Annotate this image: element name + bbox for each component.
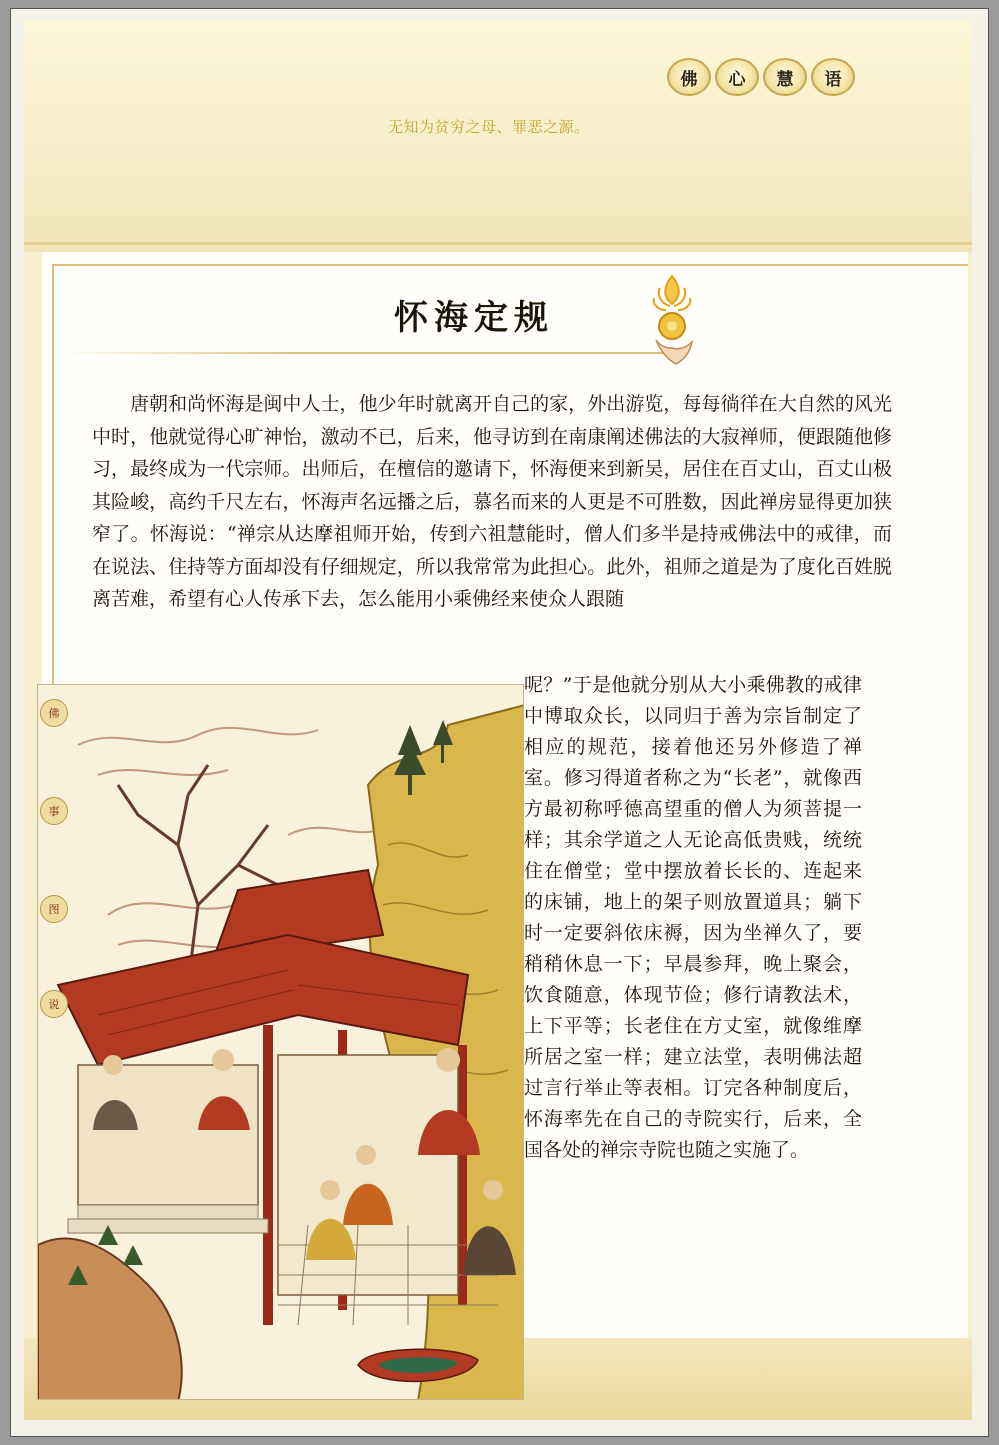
title-underline	[64, 352, 664, 354]
side-paragraph: 呢？”于是他就分别从大小乘佛教的戒律中博取众长，以同归于善为宗旨制定了相应的规范，接着他还另外修造了禅室。修习得道者称之为“长老”，就像西方最初称呼德高望重的僧人为须菩提一样；其余学道之人无论高低贵贱，统统住在僧堂；堂中摆放着长长的、连起来的床铺，地上的架子则放置道具；躺下时一定要斜依床褥，因为坐禅久了，要稍稍休息一下；早晨参拜，晚上聚会，饮食随意，体现节俭；修行请教法术，上下平等；长老住在方丈室，就像维摩所居之室一样；建立法堂，表明佛法超过言行举止等表相。订完各种制度后，怀海率先在自己的寺院实行，后来，全国各处的禅宗寺院也随之实施了。	[524, 674, 862, 1161]
caption-char: 事	[40, 797, 68, 825]
lotus-hand-emblem	[642, 268, 702, 378]
temple-scene	[38, 685, 524, 1400]
series-char: 语	[811, 58, 855, 96]
series-char: 心	[715, 58, 759, 96]
caption-char: 佛	[40, 699, 68, 727]
book-page	[24, 20, 972, 1420]
article-title: 怀海定规	[394, 298, 554, 338]
series-char: 佛	[667, 58, 711, 96]
temple-illustration	[37, 684, 524, 1400]
caption-char: 说	[40, 990, 68, 1018]
series-char: 慧	[763, 58, 807, 96]
motto: 无知为贫穷之母、罪恶之源。	[388, 118, 590, 136]
series-title	[667, 58, 863, 96]
header-divider	[24, 242, 972, 245]
caption-char: 图	[40, 895, 68, 923]
lead-paragraph: 唐朝和尚怀海是闽中人士，他少年时就离开自己的家，外出游览，每每徜徉在大自然的风光中时，他就觉得心旷神怡，激动不已，后来，他寻访到在南康阐述佛法的大寂禅师，便跟随他修习，最终成为一代宗师。出师后，在檀信的邀请下，怀海便来到新吴，居住在百丈山，百丈山极其险峻，高约千尺左右，怀海声名远播之后，慕名而来的人更是不可胜数，因此禅房显得更加狭窄了。怀海说：“禅宗从达摩祖师开始，传到六祖慧能时，僧人们多半是持戒佛法中的戒律，而在说法、住持等方面却没有仔细规定，所以我常常为此担心。此外，祖师之道是为了度化百姓脱离苦难，希望有心人传承下去，怎么能用小乘佛经来使众人跟随	[92, 393, 892, 610]
